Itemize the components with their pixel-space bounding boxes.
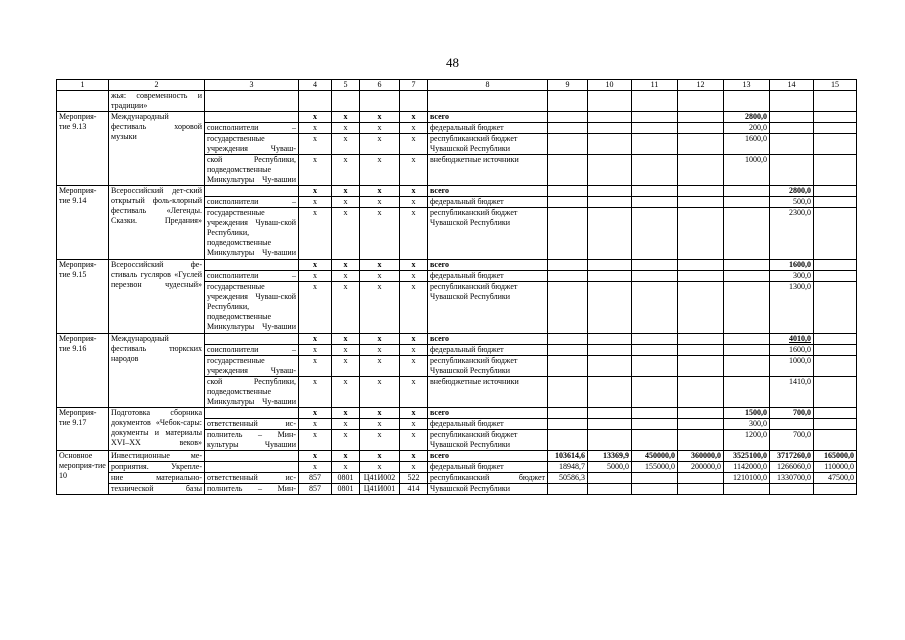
code-cell: х	[332, 186, 360, 197]
executor-cell: соисполнители –	[205, 271, 299, 282]
table-row	[57, 408, 857, 419]
cell-empty	[205, 408, 299, 419]
value-cell: 1500,0	[724, 408, 770, 419]
funding-source: республиканский бюджет Чувашской Республики	[428, 208, 548, 260]
code-cell: х	[360, 112, 400, 123]
header-cell: 4	[299, 80, 332, 91]
event-title: Всероссийский дет-ский открытый фоль-клорный фестиваль «Легенды. Сказки. Предания»	[109, 186, 205, 260]
funding-source: республиканский бюджет	[428, 473, 548, 484]
table-row	[57, 462, 857, 473]
cell-empty	[205, 462, 299, 473]
code-cell: х	[299, 408, 332, 419]
funding-source: республиканский бюджет Чувашской Республики	[428, 430, 548, 451]
funding-source: всего	[428, 408, 548, 419]
code-cell: х	[332, 408, 360, 419]
code-cell: х	[400, 430, 428, 451]
cell-empty	[205, 91, 299, 112]
code-cell: 522	[400, 473, 428, 484]
funding-source: республиканский бюджет Чувашской Республики	[428, 134, 548, 155]
event-name: Мероприя-тие 9.13	[57, 112, 109, 186]
table-row	[57, 334, 857, 345]
header-cell: 12	[678, 80, 724, 91]
code-cell: 857	[299, 473, 332, 484]
code-cell: х	[400, 377, 428, 408]
event-name: Основное мероприя-тие 10	[57, 451, 109, 495]
value-cell: 5000,0	[588, 462, 632, 473]
funding-source: федеральный бюджет	[428, 419, 548, 430]
table-row	[57, 91, 857, 112]
header-cell: 10	[588, 80, 632, 91]
code-cell: х	[299, 419, 332, 430]
code-cell: х	[332, 356, 360, 377]
code-cell: х	[400, 271, 428, 282]
header-cell: 3	[205, 80, 299, 91]
value-cell: 700,0	[770, 430, 814, 451]
funding-source: всего	[428, 112, 548, 123]
executor-cell: ответственный ис-	[205, 419, 299, 430]
value-cell: 50586,3	[548, 473, 588, 484]
code-cell: х	[400, 356, 428, 377]
code-cell: х	[299, 155, 332, 186]
event-title: Международный фестиваль тюркских народов	[109, 334, 205, 408]
value-cell: 2800,0	[724, 112, 770, 123]
executor-cell: государственные учреждения Чуваш-	[205, 356, 299, 377]
cell-empty	[205, 260, 299, 271]
funding-source: федеральный бюджет	[428, 345, 548, 356]
code-cell: х	[299, 208, 332, 260]
code-cell: х	[360, 123, 400, 134]
code-cell: х	[360, 408, 400, 419]
code-cell: х	[400, 197, 428, 208]
table-row	[57, 112, 857, 123]
funding-source: республиканский бюджет Чувашской Республики	[428, 356, 548, 377]
value-cell: 1600,0	[770, 345, 814, 356]
event-name: Мероприя-тие 9.16	[57, 334, 109, 408]
code-cell: х	[360, 260, 400, 271]
code-cell: х	[332, 282, 360, 334]
code-cell: х	[299, 462, 332, 473]
event-title: технической базы	[109, 484, 205, 495]
code-cell: х	[332, 419, 360, 430]
code-cell: Ц41И002	[360, 473, 400, 484]
funding-source: республиканский бюджет Чувашской Республики	[428, 282, 548, 334]
code-cell: х	[299, 260, 332, 271]
executor-cell: государственные учреждения Чуваш-ской Республики, подведомственные Минкультуры Чу-вашии	[205, 282, 299, 334]
code-cell: х	[332, 377, 360, 408]
code-cell: х	[360, 451, 400, 462]
code-cell: х	[299, 282, 332, 334]
value-cell: 360000,0	[678, 451, 724, 462]
code-cell: х	[299, 451, 332, 462]
code-cell: х	[360, 155, 400, 186]
event-name: Мероприя-тие 9.15	[57, 260, 109, 334]
code-cell: х	[299, 377, 332, 408]
code-cell: х	[400, 419, 428, 430]
value-cell: 2300,0	[770, 208, 814, 260]
code-cell: х	[299, 197, 332, 208]
value-cell: 155000,0	[632, 462, 678, 473]
table-row	[57, 484, 857, 495]
value-cell: 1142000,0	[724, 462, 770, 473]
event-name: Мероприя-тие 9.14	[57, 186, 109, 260]
value-cell: 47500,0	[814, 473, 857, 484]
executor-cell: ской Республики, подведомственные Минкультуры Чу-вашии	[205, 377, 299, 408]
header-cell: 5	[332, 80, 360, 91]
funding-source: всего	[428, 451, 548, 462]
value-cell: 103614,6	[548, 451, 588, 462]
funding-source: федеральный бюджет	[428, 271, 548, 282]
code-cell: х	[332, 451, 360, 462]
code-cell: х	[360, 208, 400, 260]
code-cell: х	[332, 155, 360, 186]
code-cell: х	[299, 271, 332, 282]
code-cell: х	[360, 197, 400, 208]
funding-source: всего	[428, 334, 548, 345]
value-cell: 3525100,0	[724, 451, 770, 462]
funding-source: федеральный бюджет	[428, 123, 548, 134]
code-cell: х	[400, 462, 428, 473]
value-cell: 2800,0	[770, 186, 814, 197]
funding-source: внебюджетные источники	[428, 377, 548, 408]
value-cell: 3717260,0	[770, 451, 814, 462]
value-cell: 450000,0	[632, 451, 678, 462]
code-cell: х	[360, 334, 400, 345]
cell-empty	[205, 186, 299, 197]
code-cell: х	[332, 112, 360, 123]
value-cell: 200,0	[724, 123, 770, 134]
code-cell: х	[360, 271, 400, 282]
code-cell: х	[360, 430, 400, 451]
value-cell: 4010,0	[770, 334, 814, 345]
code-cell: 414	[400, 484, 428, 495]
value-cell: 1410,0	[770, 377, 814, 408]
funding-source: всего	[428, 186, 548, 197]
header-cell: 14	[770, 80, 814, 91]
code-cell: х	[332, 134, 360, 155]
table-row	[57, 473, 857, 484]
header-cell: 15	[814, 80, 857, 91]
event-title: роприятия. Укрепле-	[109, 462, 205, 473]
code-cell: х	[299, 112, 332, 123]
event-title: Подготовка сборника документов «Чебок-сары: документы и материалы XVI–XX веков»	[109, 408, 205, 451]
code-cell: х	[360, 356, 400, 377]
executor-cell: ответственный ис-	[205, 473, 299, 484]
code-cell: х	[332, 260, 360, 271]
funding-source: федеральный бюджет	[428, 197, 548, 208]
value-cell: 1210100,0	[724, 473, 770, 484]
budget-table	[56, 79, 857, 495]
code-cell: х	[400, 451, 428, 462]
code-cell: Ц41И001	[360, 484, 400, 495]
value-cell: 1600,0	[770, 260, 814, 271]
funding-source: Чувашской Республики	[428, 484, 548, 495]
page-number: 48	[446, 55, 459, 70]
executor-cell: ской Республики, подведомственные Минкультуры Чу-вашии	[205, 155, 299, 186]
code-cell: х	[299, 356, 332, 377]
code-cell: х	[400, 134, 428, 155]
code-cell: х	[332, 462, 360, 473]
executor-cell: полнитель – Мин-культуры Чувашии	[205, 430, 299, 451]
header-cell: 13	[724, 80, 770, 91]
value-cell: 18948,7	[548, 462, 588, 473]
code-cell: х	[400, 334, 428, 345]
value-cell: 1600,0	[724, 134, 770, 155]
executor-cell: соисполнители –	[205, 197, 299, 208]
value-cell: 13369,9	[588, 451, 632, 462]
code-cell: 0801	[332, 473, 360, 484]
code-cell: х	[332, 271, 360, 282]
funding-source: федеральный бюджет	[428, 462, 548, 473]
value-cell: 165000,0	[814, 451, 857, 462]
value-cell: 1266060,0	[770, 462, 814, 473]
code-cell: х	[360, 345, 400, 356]
header-cell: 6	[360, 80, 400, 91]
code-cell: х	[400, 155, 428, 186]
event-title: жья: современность и традиции»	[109, 91, 205, 112]
event-title: Всероссийский фе-стиваль гусляров «Гуслей перезвон чудесный»	[109, 260, 205, 334]
value-cell: 700,0	[770, 408, 814, 419]
code-cell: х	[299, 430, 332, 451]
executor-cell: государственные учреждения Чуваш-ской Республики, подведомственные Минкультуры Чу-вашии	[205, 208, 299, 260]
code-cell: х	[400, 260, 428, 271]
code-cell: х	[400, 186, 428, 197]
value-cell: 500,0	[770, 197, 814, 208]
code-cell: х	[332, 208, 360, 260]
code-cell: х	[332, 123, 360, 134]
executor-cell: соисполнители –	[205, 123, 299, 134]
value-cell: 1000,0	[724, 155, 770, 186]
code-cell: х	[400, 345, 428, 356]
header-cell: 11	[632, 80, 678, 91]
code-cell: х	[299, 134, 332, 155]
value-cell: 200000,0	[678, 462, 724, 473]
header-cell: 2	[109, 80, 205, 91]
code-cell: х	[299, 345, 332, 356]
funding-source: всего	[428, 260, 548, 271]
executor-cell: государственные учреждения Чуваш-	[205, 134, 299, 155]
value-cell: 110000,0	[814, 462, 857, 473]
value-cell: 1330700,0	[770, 473, 814, 484]
value-cell: 300,0	[724, 419, 770, 430]
event-title: Инвестиционные ме-	[109, 451, 205, 462]
code-cell: х	[400, 123, 428, 134]
code-cell: х	[332, 345, 360, 356]
code-cell: х	[360, 419, 400, 430]
event-name: Мероприя-тие 9.17	[57, 408, 109, 451]
value-cell: 1000,0	[770, 356, 814, 377]
code-cell: х	[360, 282, 400, 334]
code-cell: х	[400, 208, 428, 260]
code-cell: х	[360, 377, 400, 408]
event-title: Международный фестиваль хоровой музыки	[109, 112, 205, 186]
code-cell: х	[299, 334, 332, 345]
executor-cell: соисполнители –	[205, 345, 299, 356]
table-row	[57, 186, 857, 197]
header-cell: 9	[548, 80, 588, 91]
code-cell: х	[400, 408, 428, 419]
code-cell: х	[360, 134, 400, 155]
executor-cell: полнитель – Мин-	[205, 484, 299, 495]
code-cell: х	[332, 334, 360, 345]
code-cell: 857	[299, 484, 332, 495]
code-cell: х	[400, 282, 428, 334]
cell-empty	[205, 112, 299, 123]
header-row	[57, 80, 857, 91]
cell-empty	[205, 451, 299, 462]
code-cell: 0801	[332, 484, 360, 495]
code-cell: х	[332, 197, 360, 208]
code-cell: х	[299, 123, 332, 134]
code-cell: х	[400, 112, 428, 123]
value-cell: 300,0	[770, 271, 814, 282]
cell-empty	[57, 91, 109, 112]
code-cell: х	[360, 462, 400, 473]
cell-empty	[205, 334, 299, 345]
code-cell: х	[299, 186, 332, 197]
code-cell: х	[332, 430, 360, 451]
funding-source: внебюджетные источники	[428, 155, 548, 186]
header-cell: 1	[57, 80, 109, 91]
header-cell: 8	[428, 80, 548, 91]
table-row	[57, 451, 857, 462]
header-cell: 7	[400, 80, 428, 91]
code-cell: х	[360, 186, 400, 197]
value-cell: 1300,0	[770, 282, 814, 334]
event-title: ние материально-	[109, 473, 205, 484]
table-row	[57, 260, 857, 271]
value-cell: 1200,0	[724, 430, 770, 451]
